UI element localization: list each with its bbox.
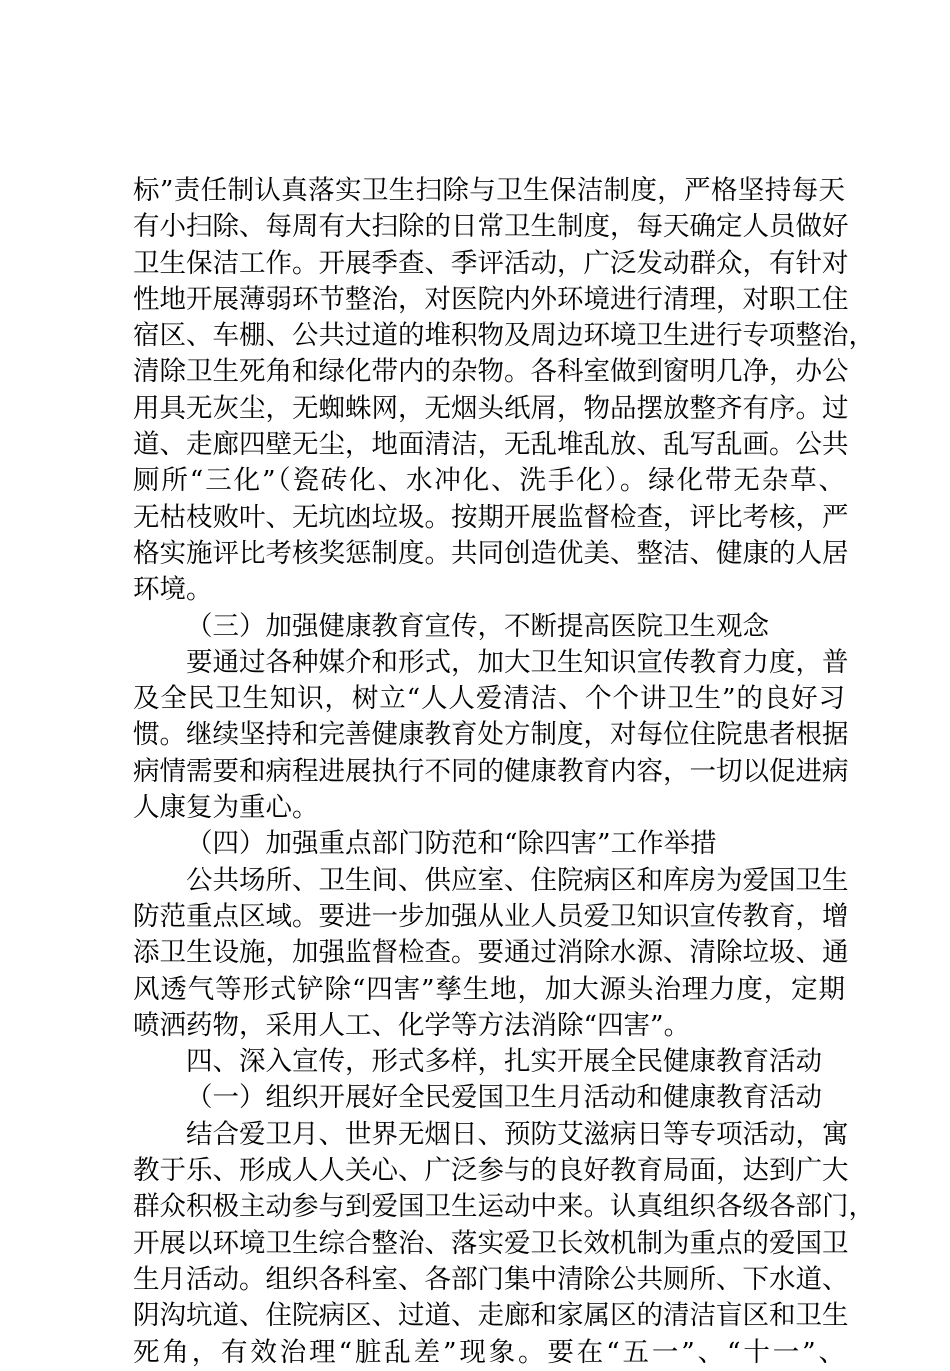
- body-line: 阴沟坑道、住院病区、过道、走廊和家属区的清洁盲区和卫生: [133, 1300, 849, 1332]
- body-line: 宿区、车棚、公共过道的堆积物及周边环境卫生进行专项整治，: [133, 320, 875, 352]
- body-line: 标”责任制认真落实卫生扫除与卫生保洁制度，严格坚持每天: [133, 175, 845, 206]
- body-line: 病情需要和病程进展执行不同的健康教育内容，一切以促进病: [133, 755, 849, 787]
- body-line: 死角，有效治理“脏乱差”现象。要在“五一”、“十一”、: [133, 1336, 845, 1368]
- body-line: 防范重点区域。要进一步加强从业人员爱卫知识宣传教育，增: [133, 900, 849, 932]
- body-line: 格实施评比考核奖惩制度。共同创造优美、整洁、健康的人居: [133, 537, 849, 569]
- body-line: 风透气等形式铲除“四害”孳生地，加大源头治理力度，定期: [133, 973, 845, 1005]
- body-line: 人康复为重心。: [133, 792, 319, 824]
- body-line: 用具无灰尘，无蜘蛛网，无烟头纸屑，物品摆放整齐有序。过: [133, 392, 849, 424]
- section-heading: 四、深入宣传，形式多样，扎实开展全民健康教育活动: [186, 1046, 822, 1078]
- body-line: 添卫生设施，加强监督检查。要通过消除水源、清除垃圾、通: [133, 937, 849, 969]
- body-line: 惯。继续坚持和完善健康教育处方制度，对每位住院患者根据: [133, 719, 849, 751]
- document-body: [133, 173, 875, 1371]
- body-line: 卫生保洁工作。开展季查、季评活动，广泛发动群众，有针对: [133, 247, 849, 279]
- body-line: 结合爱卫月、世界无烟日、预防艾滋病日等专项活动，寓: [186, 1118, 849, 1150]
- body-line: 及全民卫生知识，树立“人人爱清洁、个个讲卫生”的良好习: [133, 683, 845, 715]
- body-line: 有小扫除、每周有大扫除的日常卫生制度，每天确定人员做好: [133, 211, 849, 243]
- section-heading: （三）加强健康教育宣传，不断提高医院卫生观念: [186, 610, 769, 642]
- section-heading: （四）加强重点部门防范和“除四害”工作举措: [186, 828, 717, 860]
- body-line: 群众积极主动参与到爱国卫生运动中来。认真组织各级各部门，: [133, 1191, 875, 1223]
- body-line: 无枯枝败叶、无坑凼垃圾。按期开展监督检查，评比考核，严: [133, 501, 849, 533]
- body-line: 公共场所、卫生间、供应室、住院病区和库房为爱国卫生: [186, 864, 849, 896]
- body-line: 厕所“三化”（瓷砖化、水冲化、洗手化）。绿化带无杂草、: [133, 465, 845, 497]
- body-line: 环境。: [133, 574, 213, 606]
- body-line: 喷洒药物，采用人工、化学等方法消除“四害”。: [133, 1009, 691, 1041]
- body-line: 教于乐、形成人人关心、广泛参与的良好教育局面，达到广大: [133, 1155, 849, 1187]
- section-heading: （一）组织开展好全民爱国卫生月活动和健康教育活动: [186, 1082, 822, 1114]
- body-line: 道、走廊四壁无尘，地面清洁，无乱堆乱放、乱写乱画。公共: [133, 429, 849, 461]
- body-line: 性地开展薄弱环节整治，对医院内外环境进行清理，对职工住: [133, 283, 849, 315]
- body-line: 生月活动。组织各科室、各部门集中清除公共厕所、下水道、: [133, 1263, 849, 1295]
- body-line: 要通过各种媒介和形式，加大卫生知识宣传教育力度，普: [186, 646, 849, 678]
- body-line: 清除卫生死角和绿化带内的杂物。各科室做到窗明几净，办公: [133, 356, 849, 388]
- body-line: 开展以环境卫生综合整治、落实爱卫长效机制为重点的爱国卫: [133, 1227, 849, 1259]
